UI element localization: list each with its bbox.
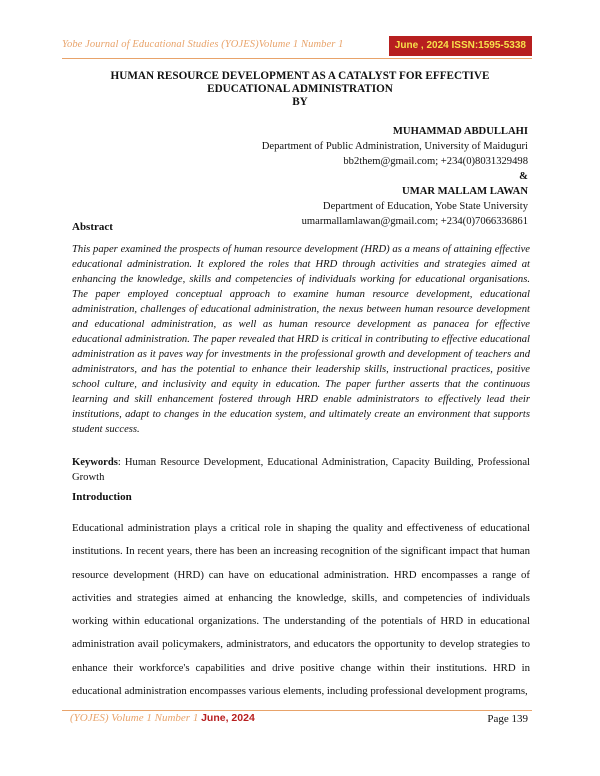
- keywords: [72, 455, 530, 485]
- title-by: BY: [292, 96, 308, 108]
- running-header: [62, 36, 532, 56]
- header-divider: [62, 58, 532, 59]
- footer-date: June, 2024: [201, 712, 255, 724]
- keywords-label: Keywords: [72, 457, 118, 468]
- author-block: [108, 124, 528, 229]
- author2-affiliation: Department of Education, Yobe State University: [322, 201, 528, 212]
- author2-contact: umarmallamlawan@gmail.com; +234(0)7066336861: [301, 216, 528, 227]
- header-journal-title: Yobe Journal of Educational Studies (YOJES)Volume 1 Number 1: [62, 39, 344, 50]
- introduction-text: Educational administration plays a critical role in shaping the quality and effectiveness of educational institutions. In recent years, there has been an increasing recognition of the significant impact that human resource development (HRD) can have on educational administration. HRD encompasses a range of activities and strategies aimed at enhancing the knowledge, skills, and competencies of individuals working within educational organizations. The understanding of the potentials of HRD in educational administration avail policymakers, administrators, and educators the opportunity to develop strategies to enhance their workforce's capabilities and drive positive change within their institutions. HRD in educational administration encompasses various elements, including professional development programs,: [72, 522, 530, 698]
- abstract-heading: Abstract: [72, 221, 113, 233]
- keywords-text: : Human Resource Development, Educational Administration, Capacity Building, Professional Growth: [72, 457, 530, 483]
- page-number: Page 139: [487, 713, 528, 725]
- author1-affiliation: Department of Public Administration, University of Maiduguri: [261, 141, 528, 152]
- footer-journal: [70, 712, 255, 724]
- title-line-2: EDUCATIONAL ADMINISTRATION: [207, 83, 393, 95]
- title-line-1: HUMAN RESOURCE DEVELOPMENT AS A CATALYST FOR EFFECTIVE: [110, 70, 490, 82]
- header-date-issn-badge: June , 2024 ISSN:1595-5338: [389, 36, 532, 56]
- author1-name: MUHAMMAD ABDULLAHI: [392, 126, 528, 137]
- author2-name: UMAR MALLAM LAWAN: [402, 186, 528, 197]
- footer-journal-title: (YOJES) Volume 1 Number 1: [70, 712, 199, 724]
- paper-title: [70, 70, 530, 109]
- footer-divider: [62, 710, 532, 711]
- abstract-text: This paper examined the prospects of human resource development (HRD) as a means of attaining effective educational administration. It explored the roles that HRD through activities and strategies aimed at enhancing the knowledge, skills and competencies of individuals working for educational organisations. The paper employed conceptual approach to examine human resource development, educational administration, challenges of educational administration, the nexus between human resource development and educational administration, as well as human resource development as panacea for effective educational administration. The paper revealed that HRD is critical in contributing to effective educational administration as it paves way for investments in the professional growth and development of teachers and administrators, and has the potential to enhance their leadership skills, instructional practices, positive school culture, and inclusivity and equity in education. The paper further asserts that the continuous learning and skill enhancement fostered through HRD enable administrators to effectively lead their institutions, adapt to changes in the education system, and ultimately create an environment that supports student success.: [72, 244, 530, 435]
- author-separator: &: [519, 171, 528, 182]
- author1-contact: bb2them@gmail.com; +234(0)8031329498: [343, 156, 528, 167]
- introduction-heading: Introduction: [72, 491, 132, 503]
